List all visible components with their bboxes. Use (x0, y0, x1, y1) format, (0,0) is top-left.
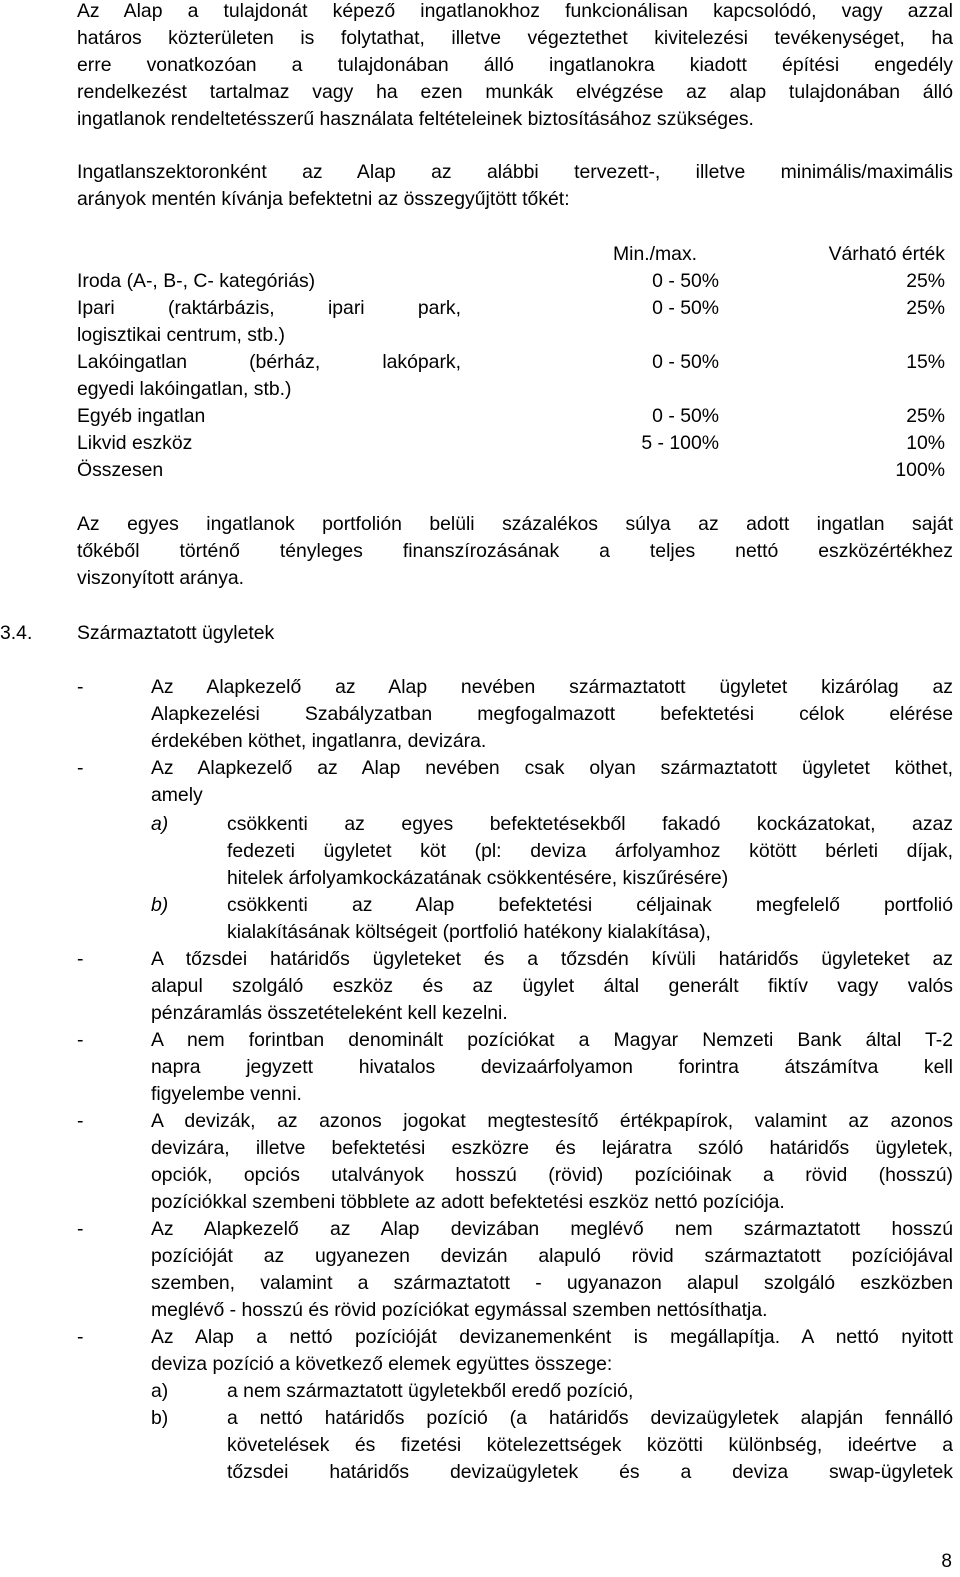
row-label: Lakóingatlan (bérház, lakópark, (77, 351, 461, 373)
dash-marker: - (77, 948, 84, 970)
text-line: tőkéből történő tényleges finanszírozásának a teljes nettó eszközértékhez (77, 540, 953, 562)
sub-marker: b) (151, 894, 169, 916)
table-row (77, 295, 945, 349)
text-line: arányok mentén kívánja befektetni az összegyűjtött tőkét: (77, 188, 570, 210)
table-row-total (77, 457, 945, 484)
text-line: hitelek árfolyamkockázatának csökkentésére, kiszűrésére) (227, 867, 729, 889)
text-line: határos közterületen is folytathat, illetve végeztethet kivitelezési tevékenységet, ha (77, 27, 953, 49)
table-header-row (77, 241, 945, 268)
sub-marker: a) (151, 813, 169, 835)
row-min-max: 0 - 50% (652, 405, 719, 427)
section-title: Származtatott ügyletek (77, 622, 275, 644)
text-line: kialakításának költségeit (portfolió hatékony kialakítása), (227, 921, 711, 943)
row-expected: 15% (906, 351, 945, 373)
row-label: Egyéb ingatlan (77, 405, 206, 427)
row-expected: 100% (895, 459, 945, 481)
text-line: ingatlanok rendeltetésszerű használata feltételeinek biztosításához szükséges. (77, 108, 754, 130)
text-line: csökkenti az Alap befektetési céljainak megfelelő portfolió (227, 894, 953, 916)
dash-marker: - (77, 1110, 84, 1132)
text-line: Ingatlanszektoronként az Alap az alábbi tervezett-, illetve minimális/maximális (77, 161, 953, 183)
paragraph-weight-note (77, 511, 953, 592)
text-line: a nem származtatott ügyletekből eredő pozíció, (227, 1380, 634, 1402)
text-line: Az Alapkezelő az Alap nevében csak olyan származtatott ügyletet köthet, (151, 757, 953, 779)
text-line: erre vonatkozóan a tulajdonában álló ingatlanokra kiadott építési engedély (77, 54, 953, 76)
text-line: Az egyes ingatlanok portfolión belüli százalékos súlya az adott ingatlan saját (77, 513, 953, 535)
allocation-table (77, 241, 945, 484)
table-row (77, 268, 945, 295)
table-row (77, 430, 945, 457)
row-label: Iroda (A-, B-, C- kategóriás) (77, 270, 316, 292)
row-label: Likvid eszköz (77, 432, 193, 454)
text-line: opciók, opciós utalványok hosszú (rövid) pozícióinak a rövid (hosszú) (151, 1164, 953, 1186)
header-expected-value: Várható érték (828, 243, 945, 265)
text-line: a nettó határidős pozíció (a határidős devizaügyletek alapján fennálló (227, 1407, 953, 1429)
dash-marker: - (77, 676, 84, 698)
text-line: pénzáramlás összetételeként kell kezelni. (151, 1002, 508, 1024)
text-line: devizára, illetve befektetési eszközre és lejáratra szóló határidős ügyletek, (151, 1137, 953, 1159)
text-line: fedezeti ügyletet köt (pl: deviza árfolyamhoz kötött bérleti díjak, (227, 840, 953, 862)
text-line: Az Alapkezelő az Alap devizában meglévő nem származtatott hosszú (151, 1218, 953, 1240)
text-line: A devizák, az azonos jogokat megtestesítő értékpapírok, valamint az azonos (151, 1110, 953, 1132)
table-row (77, 403, 945, 430)
row-label: Összesen (77, 459, 164, 481)
row-label: egyedi lakóingatlan, stb.) (77, 378, 292, 400)
row-min-max: 0 - 50% (652, 270, 719, 292)
table-row (77, 349, 945, 403)
row-min-max: 0 - 50% (652, 351, 719, 373)
dash-marker: - (77, 1326, 84, 1348)
text-line: tőzsdei határidős devizaügyletek és a deviza swap-ügyletek (227, 1461, 953, 1483)
dash-marker: - (77, 1029, 84, 1051)
text-line: Alapkezelési Szabályzatban megfogalmazott befektetési célok elérése (151, 703, 953, 725)
sub-marker: a) (151, 1380, 169, 1402)
text-line: Az Alapkezelő az Alap nevében származtatott ügyletet kizárólag az (151, 676, 953, 698)
text-line: deviza pozíció a következő elemek együttes összege: (151, 1353, 613, 1375)
row-min-max: 5 - 100% (641, 432, 719, 454)
sub-marker: b) (151, 1407, 169, 1429)
row-expected: 10% (906, 432, 945, 454)
text-line: viszonyított aránya. (77, 567, 245, 589)
dash-marker: - (77, 1218, 84, 1240)
text-line: meglévő - hosszú és rövid pozíciókat egymással szemben nettósíthatja. (151, 1299, 768, 1321)
text-line: A tőzsdei határidős ügyleteket és a tőzsdén kívüli határidős ügyleteket az (151, 948, 953, 970)
text-line: rendelkezést tartalmaz vagy ha ezen munkák elvégzése az alap tulajdonában álló (77, 81, 953, 103)
text-line: amely (151, 784, 203, 806)
row-expected: 25% (906, 270, 945, 292)
paragraph-sector-intro (77, 159, 953, 213)
text-line: napra jegyzett hivatalos devizaárfolyamon forintra átszámítva kell (151, 1056, 953, 1078)
text-line: Az Alap a tulajdonát képező ingatlanokhoz funkcionálisan kapcsolódó, vagy azzal (77, 0, 953, 22)
text-line: pozícióját az ugyanezen devizán alapuló rövid származtatott pozíciójával (151, 1245, 953, 1267)
text-line: pozíciókkal szembeni többlete az adott befektetési eszköz nettó pozíciója. (151, 1191, 785, 1213)
row-label: logisztikai centrum, stb.) (77, 324, 285, 346)
page-number: 8 (941, 1551, 952, 1572)
text-line: figyelembe venni. (151, 1083, 302, 1105)
header-min-max: Min./max. (613, 243, 698, 265)
row-expected: 25% (906, 297, 945, 319)
text-line: Az Alap a nettó pozícióját devizanemenként is megállapítja. A nettó nyitott (151, 1326, 953, 1348)
text-line: A nem forintban denominált pozíciókat a Magyar Nemzeti Bank által T-2 (151, 1029, 953, 1051)
section-number: 3.4. (0, 622, 33, 644)
row-label: Ipari (raktárbázis, ipari park, (77, 297, 461, 319)
text-line: szemben, valamint a származtatott - ugyanazon alapul szolgáló eszközben (151, 1272, 953, 1294)
paragraph-construction (77, 0, 953, 133)
text-line: alapul szolgáló eszköz és az ügylet által generált fiktív vagy valós (151, 975, 953, 997)
text-line: követelések és fizetési kötelezettségek közötti különbség, ideértve a (227, 1434, 953, 1456)
row-expected: 25% (906, 405, 945, 427)
dash-marker: - (77, 757, 84, 779)
text-line: csökkenti az egyes befektetésekből fakadó kockázatokat, azaz (227, 813, 953, 835)
text-line: érdekében köthet, ingatlanra, devizára. (151, 730, 487, 752)
row-min-max: 0 - 50% (652, 297, 719, 319)
